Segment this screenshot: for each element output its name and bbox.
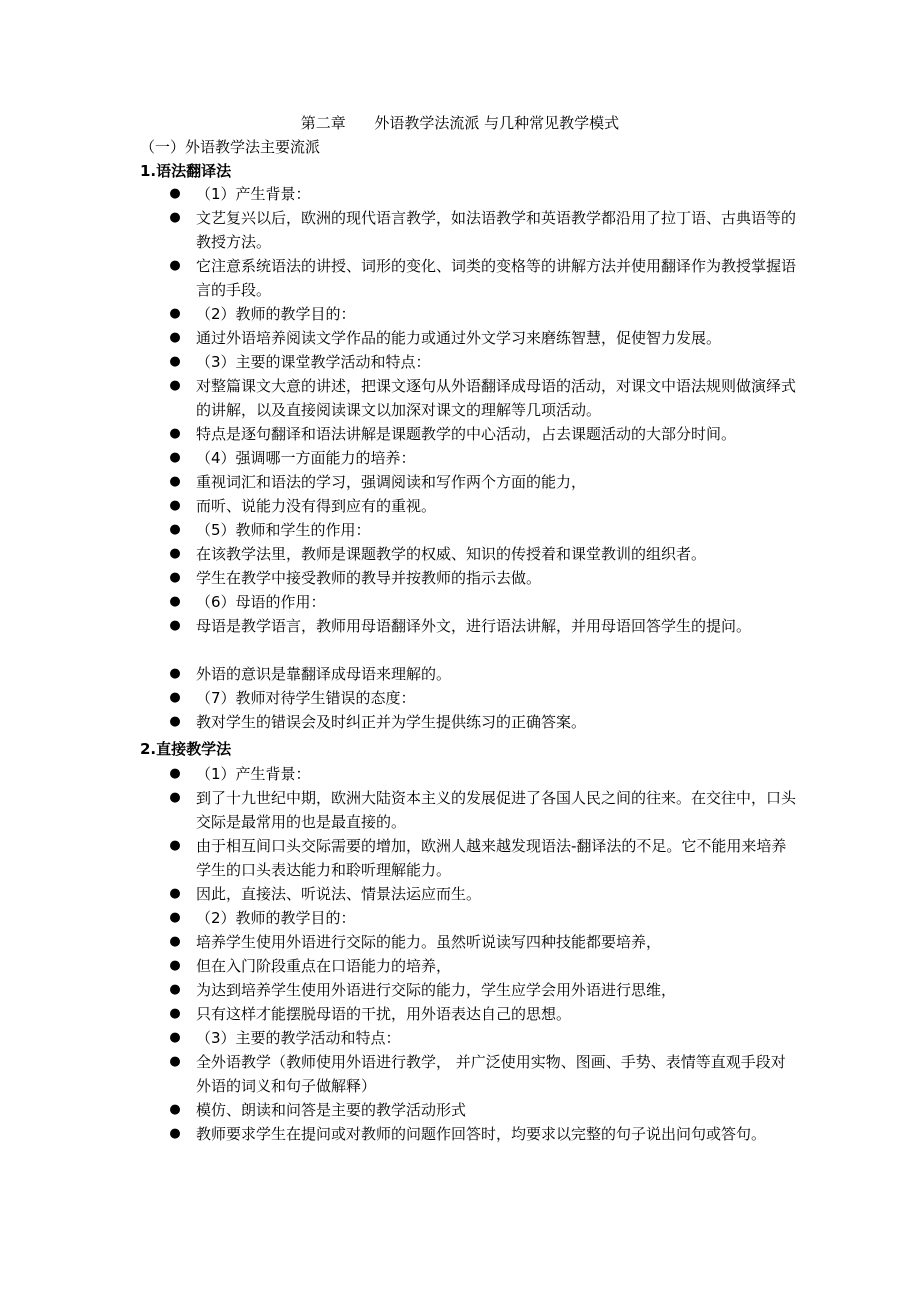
list-item: ● 全外语教学（教师使用外语进行教学， 并广泛使用实物、图画、手势、表情等直观手段对外语的词义和句子做解释） xyxy=(140,1050,800,1098)
list-item: ● 只有这样才能摆脱母语的干扰，用外语表达自己的思想。 xyxy=(140,1002,800,1026)
list-item: ● 教对学生的错误会及时纠正并为学生提供练习的正确答案。 xyxy=(140,710,800,734)
bullet-icon: ● xyxy=(169,594,181,609)
list-item: ● （3）主要的课堂教学活动和特点： xyxy=(140,350,800,374)
list-item: ● （5）教师和学生的作用： xyxy=(140,518,800,542)
bullet-icon: ● xyxy=(169,1102,181,1117)
bullet-icon: ● xyxy=(169,1030,181,1045)
bullet-icon: ● xyxy=(169,982,181,997)
bullet-icon: ● xyxy=(169,958,181,973)
bullet-icon: ● xyxy=(169,1054,181,1069)
list-item: ● （2）教师的教学目的： xyxy=(140,302,800,326)
list-item: ● （1）产生背景： xyxy=(140,182,800,206)
list-item: ● 但在入门阶段重点在口语能力的培养， xyxy=(140,954,800,978)
bullet-icon: ● xyxy=(169,306,181,321)
bullet-icon: ● xyxy=(169,714,181,729)
bullet-icon: ● xyxy=(169,354,181,369)
list-item: ● （4）强调哪一方面能力的培养： xyxy=(140,446,800,470)
bullet-icon: ● xyxy=(169,838,181,853)
bullet-icon: ● xyxy=(169,522,181,537)
section-1-list xyxy=(140,182,800,734)
subsection-heading: （一）外语教学法主要流派 xyxy=(140,138,321,156)
bullet-icon: ● xyxy=(169,1126,181,1141)
bullet-icon: ● xyxy=(169,210,181,225)
bullet-icon: ● xyxy=(169,618,181,633)
list-item: ● 教师要求学生在提问或对教师的问题作回答时，均要求以完整的句子说出问句或答句。 xyxy=(140,1122,800,1146)
list-item: ● （2）教师的教学目的： xyxy=(140,906,800,930)
list-item: ● 培养学生使用外语进行交际的能力。虽然听说读写四种技能都要培养， xyxy=(140,930,800,954)
list-item: ● （3）主要的教学活动和特点： xyxy=(140,1026,800,1050)
list-item: ● 为达到培养学生使用外语进行交际的能力，学生应学会用外语进行思维， xyxy=(140,978,800,1002)
bullet-icon: ● xyxy=(169,910,181,925)
section-2-list xyxy=(140,762,800,1146)
bullet-icon: ● xyxy=(169,886,181,901)
bullet-icon: ● xyxy=(169,570,181,585)
blank-line xyxy=(140,638,800,662)
bullet-icon: ● xyxy=(169,378,181,393)
list-item: ● 对整篇课文大意的讲述，把课文逐句从外语翻译成母语的活动，对课文中语法规则做演绎式的讲解，以及直接阅读课文以加深对课文的理解等几项活动。 xyxy=(140,374,800,422)
list-item: ● 因此，直接法、听说法、情景法运应而生。 xyxy=(140,882,800,906)
page-title: 第二章 外语教学法流派 与几种常见教学模式 xyxy=(300,114,620,132)
section-heading-1: 1.语法翻译法 xyxy=(140,162,232,180)
list-item: ● 文艺复兴以后，欧洲的现代语言教学，如法语教学和英语教学都沿用了拉丁语、古典语等的教授方法。 xyxy=(140,206,800,254)
list-item: ● 外语的意识是靠翻译成母语来理解的。 xyxy=(140,662,800,686)
list-item: ● 到了十九世纪中期，欧洲大陆资本主义的发展促进了各国人民之间的往来。在交往中，口头交际是最常用的也是最直接的。 xyxy=(140,786,800,834)
bullet-icon: ● xyxy=(169,450,181,465)
list-item: ● 母语是教学语言，教师用母语翻译外文，进行语法讲解，并用母语回答学生的提问。 xyxy=(140,614,800,638)
list-item: ● 重视词汇和语法的学习，强调阅读和写作两个方面的能力， xyxy=(140,470,800,494)
list-item: ● 学生在教学中接受教师的教导并按教师的指示去做。 xyxy=(140,566,800,590)
bullet-icon: ● xyxy=(169,1006,181,1021)
bullet-icon: ● xyxy=(169,498,181,513)
bullet-icon: ● xyxy=(169,790,181,805)
bullet-icon: ● xyxy=(169,766,181,781)
list-item: ● （6）母语的作用： xyxy=(140,590,800,614)
bullet-icon: ● xyxy=(169,934,181,949)
bullet-icon: ● xyxy=(169,474,181,489)
list-item: ● 在该教学法里，教师是课题教学的权威、知识的传授着和课堂教训的组织者。 xyxy=(140,542,800,566)
list-item: ● 模仿、朗读和问答是主要的教学活动形式 xyxy=(140,1098,800,1122)
bullet-icon: ● xyxy=(169,690,181,705)
bullet-icon: ● xyxy=(169,330,181,345)
list-item: ● 由于相互间口头交际需要的增加，欧洲人越来越发现语法-翻译法的不足。它不能用来培养学生的口头表达能力和聆听理解能力。 xyxy=(140,834,800,882)
list-item: ● 它注意系统语法的讲授、词形的变化、词类的变格等的讲解方法并使用翻译作为教授掌握语言的手段。 xyxy=(140,254,800,302)
bullet-icon: ● xyxy=(169,258,181,273)
bullet-icon: ● xyxy=(169,666,181,681)
list-item: ● 而听、说能力没有得到应有的重视。 xyxy=(140,494,800,518)
list-item: ● （1）产生背景： xyxy=(140,762,800,786)
list-item: ● （7）教师对待学生错误的态度： xyxy=(140,686,800,710)
bullet-icon: ● xyxy=(169,546,181,561)
list-item: ● 通过外语培养阅读文学作品的能力或通过外文学习来磨练智慧，促使智力发展。 xyxy=(140,326,800,350)
section-heading-2: 2.直接教学法 xyxy=(140,740,232,758)
bullet-icon: ● xyxy=(169,186,181,201)
bullet-icon: ● xyxy=(169,426,181,441)
list-item: ● 特点是逐句翻译和语法讲解是课题教学的中心活动，占去课题活动的大部分时间。 xyxy=(140,422,800,446)
